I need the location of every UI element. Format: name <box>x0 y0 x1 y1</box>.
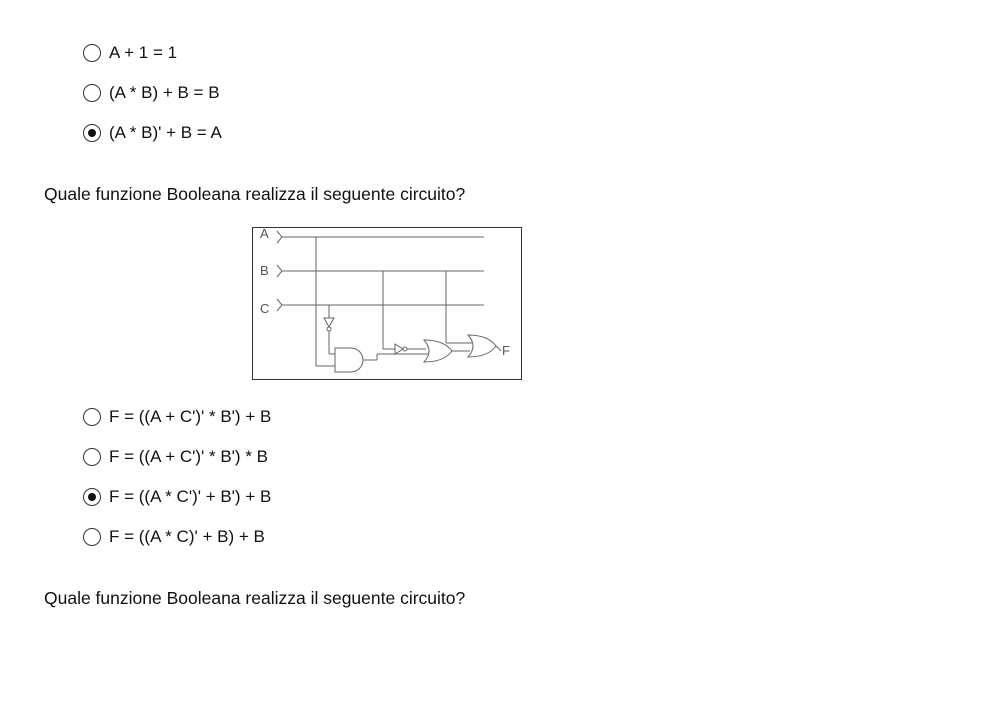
radio-button[interactable] <box>83 448 101 466</box>
input-label-c: C <box>260 301 270 316</box>
input-label-a: A <box>260 227 269 241</box>
answer-option[interactable] <box>83 81 220 105</box>
question-text: Quale funzione Booleana realizza il seguente circuito? <box>44 184 466 204</box>
radio-button[interactable] <box>83 44 101 62</box>
answer-option[interactable] <box>83 445 268 469</box>
option-label: A + 1 = 1 <box>109 43 178 62</box>
answer-option[interactable] <box>83 121 222 145</box>
output-label-f: F <box>502 343 510 358</box>
answer-option[interactable] <box>83 525 265 549</box>
radio-button[interactable] <box>83 84 101 102</box>
option-label: F = ((A * C)' + B) + B <box>109 527 265 546</box>
answer-option[interactable] <box>83 485 271 509</box>
question-text: Quale funzione Booleana realizza il seguente circuito? <box>44 588 466 608</box>
circuit-diagram <box>252 227 522 380</box>
option-label: F = ((A * C')' + B') + B <box>109 487 272 506</box>
answer-option[interactable] <box>83 41 177 65</box>
radio-button[interactable] <box>83 408 101 426</box>
option-label: (A * B)' + B = A <box>109 123 222 142</box>
radio-button[interactable] <box>83 528 101 546</box>
answer-option[interactable] <box>83 405 271 429</box>
option-label: (A * B) + B = B <box>109 83 220 102</box>
option-label: F = ((A + C')' * B') * B <box>109 447 268 466</box>
option-label: F = ((A + C')' * B') + B <box>109 407 272 426</box>
radio-button[interactable] <box>83 488 101 506</box>
input-label-b: B <box>260 263 269 278</box>
radio-button[interactable] <box>83 124 101 142</box>
